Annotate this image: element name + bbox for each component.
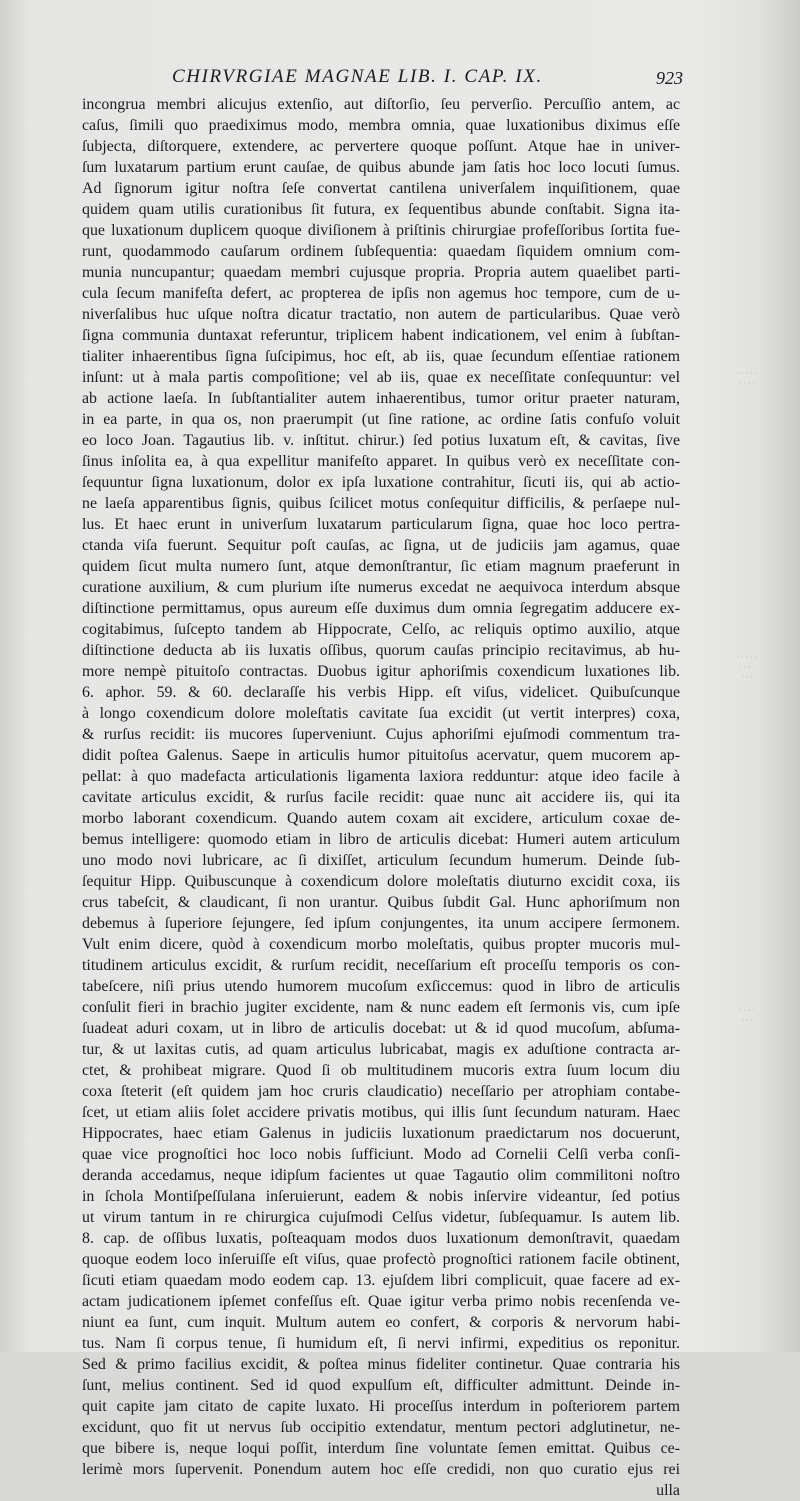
text-line: à longo coxendicum dolore moleſtatis cavitate ſua excidit (ut vertit interpres) coxa, — [82, 705, 680, 722]
text-line: lus. Et haec erunt in univerſum luxatarum particularum ſigna, quae hoc loco pertra- — [82, 516, 680, 533]
text-line: ab actione laeſa. In ſubſtantialiter autem inhaerentibus, tumor oritur praeter naturam, — [82, 390, 680, 407]
text-line: cogitabimus, ſuſcepto tandem ab Hippocrate, Celſo, ac reliquis optimo auxilio, atque — [82, 621, 680, 638]
text-line: ut virum tantum in re chirurgica cujuſmodi Celſus videtur, ſubſequamur. Is autem lib. — [82, 1209, 680, 1226]
text-line: pellat: à quo madefacta articulationis ligamenta laxiora redduntur: atque ideo facile à — [82, 768, 680, 785]
text-line: ne laeſa apparentibus ſignis, quibus ſcilicet motus conſequitur difficilis, & perſaepe nul- — [82, 495, 680, 512]
text-line: runt, quodammodo cauſarum ordinem ſubſequentia: quaedam ſiquidem omnium com- — [82, 243, 680, 260]
text-line: ſicuti etiam quaedam modo eodem cap. 13. ejuſdem libri complicuit, quae facere ad ex- — [82, 1272, 680, 1289]
text-line: quit capite jam citato de capite luxato. Hi proceſſus interdum in poſteriorem partem — [82, 1398, 680, 1415]
text-line: titudinem articulus excidit, & rurſum recidit, neceſſarium eſt proceſſu temporis os con- — [82, 957, 680, 974]
text-line: lerimè mors ſupervenit. Ponendum autem hoc eſſe credidi, non quo curatio ejus rei — [82, 1461, 680, 1478]
text-line: tus. Nam ſi corpus tenue, ſi humidum eſt, ſi nervi infirmi, expeditius os reponitur. — [82, 1335, 680, 1352]
page-header — [0, 64, 800, 92]
text-line: cula ſecum manifeſta defert, ac propterea de ipſis non agemus hoc tempore, cum de u- — [82, 285, 680, 302]
text-line: incongrua membri alicujus extenſio, aut diſtorſio, ſeu perverſio. Percuſſio antem, ac — [82, 96, 680, 113]
text-line: curatione auxilium, & cum plurium iſte numerus excedat ne aequivoca interdum absque — [82, 579, 680, 596]
text-line: didit poſtea Galenus. Saepe in articulis humor pituitoſus acervatur, quem mucorem ap- — [82, 747, 680, 764]
text-line: ſinus inſolita ea, à qua expellitur manifeſto apparet. In quibus verò ex neceſſitate con- — [82, 453, 680, 470]
text-line: Vult enim dicere, quòd à coxendicum morbo moleſtatis, quibus propter mucoris mul- — [82, 936, 680, 953]
text-line: ulla — [656, 1482, 680, 1499]
body-text — [82, 94, 680, 1501]
faded-margin-note: · · · · · · · · · — [736, 368, 758, 388]
text-line: que luxationum duplicem quoque diviſionem à priſtinis chirurgiae profeſſoribus ſortita fue- — [82, 222, 680, 239]
text-line: niverſalibus huc uſque noſtra dicatur tractatio, non autem de particularibus. Quae verò — [82, 306, 680, 323]
text-line: quidem quam utilis curationibus ſit futura, ex ſequentibus abunde conſtabit. Signa ita- — [82, 201, 680, 218]
text-line: 8. cap. de oſſibus luxatis, poſteaquam modos duos luxationum demonſtravit, quaedam — [82, 1230, 680, 1247]
text-line: ſequitur Hipp. Quibuscunque à coxendicum dolore moleſtatis diuturno excidit coxa, iis — [82, 873, 680, 890]
text-line: tur, & ut laxitas cutis, ad quam articulus lubricabat, magis ex aduſtione contracta ar- — [82, 1041, 680, 1058]
text-line: quidem ſicut multa numero ſunt, atque demonſtrantur, ſic etiam magnum praeferunt in — [82, 558, 680, 575]
text-line: ſum luxatarum partium erunt cauſae, de quibus abunde jam ſatis hoc loco locuti ſumus. — [82, 159, 680, 176]
text-line: diſtinctione deducta ab iis luxatis oſſibus, quorum cauſas principio recitavimus, ab hu- — [82, 642, 680, 659]
text-line: actam judicationem ipſemet confeſſus eſt. Quae igitur verba primo nobis recenſenda ve- — [82, 1293, 680, 1310]
text-line: Ad ſignorum igitur noſtra ſeſe convertat cantilena univerſalem inquiſitionem, quae — [82, 180, 680, 197]
page-number: 923 — [656, 68, 683, 88]
text-line: inſunt: ut à mala partis compoſitione; vel ab iis, quae ex neceſſitate conſequuntur: vel — [82, 369, 680, 386]
text-line: crus tabeſcit, & claudicant, ſi non urantur. Quibus ſubdit Gal. Hunc aphoriſmum non — [82, 894, 680, 911]
text-line: coxa ſteterit (eſt quidem jam hoc cruris claudicatio) neceſſario per atrophiam contabe- — [82, 1083, 680, 1100]
text-line: bemus intelligere: quomodo etiam in libro de articulis dicebat: Humeri autem articulum — [82, 831, 680, 848]
text-line: in ea parte, in qua os, non praerumpit (ut ſine ratione, ac ordine ſatis confuſo voluit — [82, 411, 680, 428]
text-line: munia nuncupantur; quaedam membri cujusque propria. Propria autem quaelibet parti- — [82, 264, 680, 281]
text-line: deranda accedamus, neque idipſum facientes ut quae Tagautio olim commilitoni noſtro — [82, 1167, 680, 1184]
text-line: tialiter inhaerentibus ſigna ſuſcipimus, hoc eſt, ab iis, quae ſecundum eſſentiae rationem — [82, 348, 680, 365]
text-line: quoque eodem loco inſeruiſſe eſt viſus, quae profectò prognoſtici rationem facile obtinent, — [82, 1251, 680, 1268]
text-line: ſequuntur ſigna luxationum, dolor ex ipſa luxatione contrahitur, ſicuti iis, qui ab actio- — [82, 474, 680, 491]
text-line: ſcet, ut etiam aliis ſolet accidere privatis motibus, qui illis ſunt ſecundum naturam. Haec — [82, 1104, 680, 1121]
text-line: eo loco Joan. Tagautius lib. v. inſtitut. chirur.) ſed potius luxatum eſt, & cavitas, ſive — [82, 432, 680, 449]
text-line: ctet, & prohibeat migrare. Quod ſi ob multitudinem mucoris extra ſuum locum diu — [82, 1062, 680, 1079]
running-head: CHIRVRGIAE MAGNAE LIB. I. CAP. IX. — [172, 66, 543, 87]
text-line: & rurſus recidit: iis mucores ſuperveniunt. Cujus aphoriſmi ejuſmodi commentum tra- — [82, 726, 680, 743]
text-line: Sed & primo facilius excidit, & poſtea minus fideliter continetur. Quae contraria his — [82, 1356, 680, 1373]
text-line: uno modo novi lubricare, ac ſi dixiſſet, articulum ſecundum humerum. Deinde ſub- — [82, 852, 680, 869]
text-line: que bibere is, neque loqui poſſit, interdum ſine voluntate ſemen emittat. Quibus ce- — [82, 1440, 680, 1457]
text-line: ctanda viſa fuerunt. Sequitur poſt cauſas, ac ſigna, ut de judiciis jam agamus, quae — [82, 537, 680, 554]
text-line: cavitate articulus excidit, & rurſus facile recidit: quae nunc ait accidere iis, qui ita — [82, 789, 680, 806]
text-line: debemus à ſuperiore ſejungere, ſed ipſum conjungentes, ita unum accipere ſermonem. — [82, 915, 680, 932]
text-line: niunt ea ſunt, cum inquit. Multum autem eo confert, & corporis & nervorum habi- — [82, 1314, 680, 1331]
text-line: caſus, ſimili quo praediximus modo, membra omnia, quae luxationibus diximus eſſe — [82, 117, 680, 134]
text-line: 6. aphor. 59. & 60. declaraſſe his verbis Hipp. eſt viſus, videlicet. Quibuſcunque — [82, 684, 680, 701]
text-line: conſulit fieri in brachio jugiter excidente, nam & nunc eadem eſt ſermonis vis, cum ipſe — [82, 999, 680, 1016]
text-line: diſtinctione permittamus, opus aureum eſſe duximus dum omnia ſegregatim adducere ex- — [82, 600, 680, 617]
text-line: in ſchola Montiſpeſſulana inſeruierunt, eadem & nobis inſervire videantur, ſed potius — [82, 1188, 680, 1205]
text-line: tabeſcere, niſi prius utendo humorem mucoſum exſiccemus: quod in libro de articulis — [82, 978, 680, 995]
text-line: morbo laborant coxendicum. Quando autem coxam ait excidere, articulum coxae de- — [82, 810, 680, 827]
text-line: ſuadeat aduri coxam, ut in libro de articulis docebat: ut & id quod mucoſum, abſuma- — [82, 1020, 680, 1037]
text-line: ſunt, melius continent. Sed id quod expulſum eſt, difficulter admittunt. Deinde in- — [82, 1377, 680, 1394]
text-line: quae vice prognoſtici hoc loco nobis ſufficiunt. Modo ad Cornelii Celſi verba conſi- — [82, 1146, 680, 1163]
text-line: Hippocrates, haec etiam Galenus in judiciis luxationum praedictarum nos docuerunt, — [82, 1125, 680, 1142]
text-line: ſubjecta, diſtorquere, extendere, ac pervertere quoque poſſunt. Atque hae in univer- — [82, 138, 680, 155]
text-line: excidunt, quo fit ut nervus ſub occipitio extendatur, mentum pectori adglutinetur, ne- — [82, 1419, 680, 1436]
faded-margin-note: · · · · · · · — [739, 1005, 755, 1025]
text-line: more nempè pituitoſo contractas. Duobus igitur aphoriſmis coxendicum luxationes lib. — [82, 663, 680, 680]
faded-margin-note: · · · · · · · · · · · · — [736, 652, 758, 682]
text-line: ſigna communia duntaxat referuntur, triplicem habent indicationem, vel enim à ſubſtan- — [82, 327, 680, 344]
